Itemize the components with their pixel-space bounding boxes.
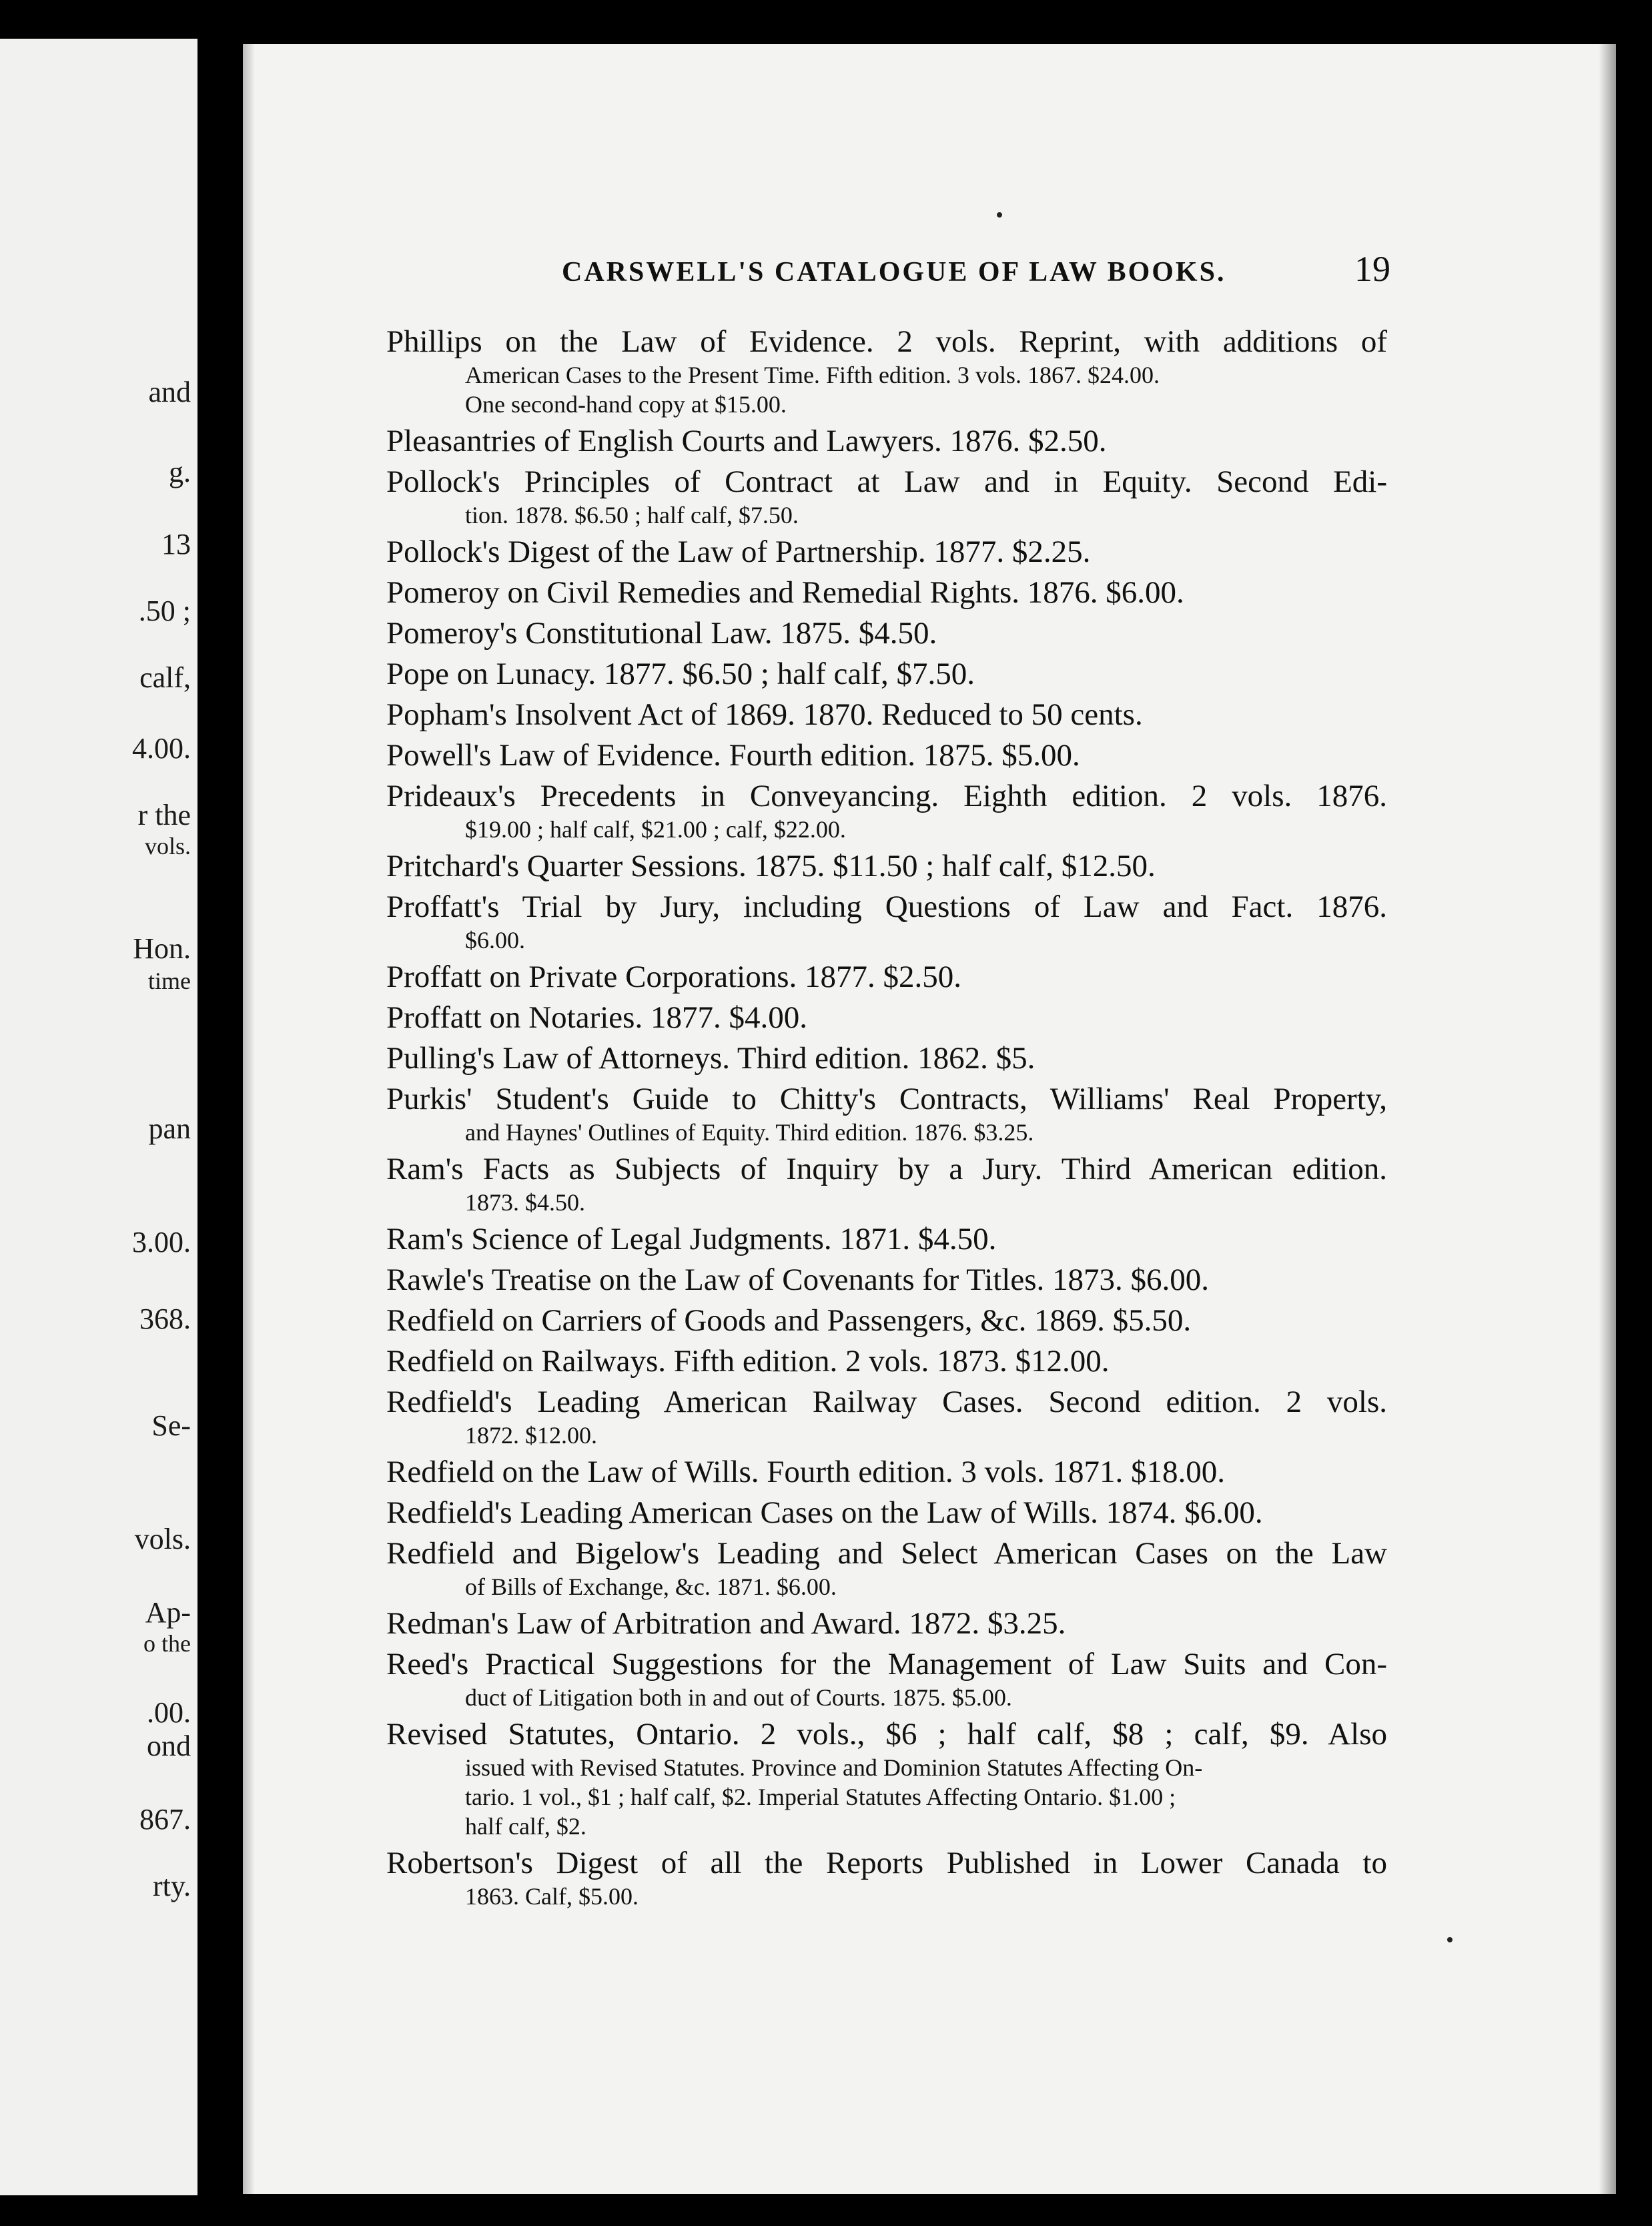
left-page-fragment-text: g. [169, 456, 191, 488]
entry-title: Prideaux's Precedents in Conveyancing. Eighth edition. 2 vols. 1876. [386, 779, 1387, 813]
entry-title: Redfield on the Law of Wills. Fourth edition. 3 vols. 1871. $18.00. [386, 1455, 1225, 1489]
entry-details: half calf, $2. [465, 1813, 586, 1840]
entry-title: Phillips on the Law of Evidence. 2 vols. Reprint, with additions of [386, 324, 1387, 359]
entry-title: Pope on Lunacy. 1877. $6.50 ; half calf, $7.50. [386, 657, 975, 691]
left-page-fragment-text: o the [143, 1630, 191, 1657]
running-head: CARSWELL'S CATALOGUE OF LAW BOOKS. [562, 257, 1226, 288]
left-page-fragment-text: 368. [139, 1303, 191, 1335]
entry-details: American Cases to the Present Time. Fifth edition. 3 vols. 1867. $24.00. [465, 362, 1160, 388]
catalogue-entry [386, 888, 1387, 955]
left-page-fragment-text: r the [137, 799, 191, 831]
entry-details: issued with Revised Statutes. Province and Dominion Statutes Affecting On- [465, 1754, 1203, 1781]
entry-title: Proffatt on Private Corporations. 1877. $2.50. [386, 960, 962, 994]
left-page-fragment-text: vols. [134, 1523, 191, 1555]
left-page-fragment-text: 4.00. [132, 732, 191, 765]
left-page-fragment-text: Ap- [145, 1596, 191, 1629]
catalogue-entry [386, 533, 1387, 571]
catalogue-entry [386, 1383, 1387, 1450]
catalogue-entry [386, 422, 1387, 460]
left-page-fragment-text: time [148, 968, 191, 994]
catalogue-entry [386, 1453, 1387, 1491]
left-page-fragment [0, 39, 197, 2195]
left-page-fragment-text: .50 ; [138, 595, 191, 627]
entry-title: Robertson's Digest of all the Reports Published in Lower Canada to [386, 1846, 1387, 1880]
entry-details: and Haynes' Outlines of Equity. Third edition. 1876. $3.25. [465, 1119, 1034, 1146]
entry-details: duct of Litigation both in and out of Courts. 1875. $5.00. [465, 1684, 1012, 1711]
catalogue-entries [386, 323, 1387, 1914]
left-page-fragment-text: ond [147, 1730, 191, 1762]
left-page-fragment-text: .00. [147, 1696, 191, 1729]
left-page-fragment-text: Se- [151, 1409, 191, 1442]
catalogue-entry [386, 1535, 1387, 1601]
entry-title: Purkis' Student's Guide to Chitty's Contracts, Williams' Real Property, [386, 1082, 1387, 1116]
catalogue-entry [386, 847, 1387, 885]
entry-title: Ram's Facts as Subjects of Inquiry by a Jury. Third American edition. [386, 1152, 1387, 1186]
entry-title: Redfield on Railways. Fifth edition. 2 vols. 1873. $12.00. [386, 1344, 1110, 1379]
catalogue-entry [386, 615, 1387, 652]
entry-details: 1873. $4.50. [465, 1189, 585, 1216]
catalogue-entry [386, 655, 1387, 693]
left-page-fragment-text: vols. [144, 833, 191, 859]
entry-title: Pritchard's Quarter Sessions. 1875. $11.50 ; half calf, $12.50. [386, 849, 1156, 883]
left-page-fragment-text: and [148, 376, 191, 408]
entry-title: Popham's Insolvent Act of 1869. 1870. Reduced to 50 cents. [386, 697, 1143, 732]
catalogue-entry [386, 1040, 1387, 1077]
catalogue-page [243, 44, 1616, 2194]
entry-title: Redman's Law of Arbitration and Award. 1872. $3.25. [386, 1606, 1066, 1641]
entry-details: tario. 1 vol., $1 ; half calf, $2. Imperial Statutes Affecting Ontario. $1.00 ; [465, 1784, 1176, 1810]
catalogue-entry [386, 1494, 1387, 1531]
catalogue-entry [386, 574, 1387, 611]
left-page-fragment-text: rty. [152, 1870, 191, 1902]
entry-details: One second-hand copy at $15.00. [465, 391, 787, 418]
page-number: 19 [1354, 249, 1390, 289]
catalogue-entry [386, 323, 1387, 419]
entry-title: Redfield's Leading American Cases on the Law of Wills. 1874. $6.00. [386, 1495, 1263, 1530]
left-page-fragment-text: 3.00. [132, 1226, 191, 1258]
print-speck [997, 212, 1002, 218]
catalogue-entry [386, 696, 1387, 733]
catalogue-entry [386, 1716, 1387, 1841]
entry-details: $6.00. [465, 927, 525, 954]
catalogue-entry [386, 1150, 1387, 1217]
left-page-fragment-text: calf, [139, 661, 191, 694]
catalogue-entry [386, 958, 1387, 996]
entry-details: tion. 1878. $6.50 ; half calf, $7.50. [465, 502, 799, 528]
catalogue-entry [386, 1844, 1387, 1911]
entry-title: Pomeroy on Civil Remedies and Remedial Rights. 1876. $6.00. [386, 575, 1184, 610]
entry-details: $19.00 ; half calf, $21.00 ; calf, $22.00. [465, 816, 846, 843]
entry-title: Pulling's Law of Attorneys. Third edition. 1862. $5. [386, 1041, 1036, 1076]
entry-title: Pollock's Digest of the Law of Partnership. 1877. $2.25. [386, 534, 1091, 569]
catalogue-entry [386, 1645, 1387, 1712]
entry-title: Rawle's Treatise on the Law of Covenants for Titles. 1873. $6.00. [386, 1262, 1210, 1297]
catalogue-entry [386, 1080, 1387, 1147]
entry-title: Pollock's Principles of Contract at Law and in Equity. Second Edi- [386, 464, 1387, 499]
entry-title: Redfield's Leading American Railway Cases. Second edition. 2 vols. [386, 1385, 1387, 1419]
catalogue-entry [386, 777, 1387, 844]
print-speck [1447, 1937, 1453, 1942]
left-page-fragment-text: pan [148, 1112, 191, 1145]
entry-title: Reed's Practical Suggestions for the Management of Law Suits and Con- [386, 1647, 1387, 1682]
entry-title: Pomeroy's Constitutional Law. 1875. $4.50. [386, 616, 937, 651]
catalogue-entry [386, 1220, 1387, 1258]
catalogue-entry [386, 1343, 1387, 1380]
entry-title: Redfield on Carriers of Goods and Passengers, &c. 1869. $5.50. [386, 1303, 1192, 1338]
entry-title: Proffatt on Notaries. 1877. $4.00. [386, 1000, 807, 1035]
entry-title: Pleasantries of English Courts and Lawyers. 1876. $2.50. [386, 424, 1107, 458]
catalogue-entry [386, 737, 1387, 774]
left-page-fragment-text: 13 [161, 528, 191, 561]
catalogue-entry [386, 1302, 1387, 1339]
entry-title: Powell's Law of Evidence. Fourth edition. 1875. $5.00. [386, 738, 1080, 773]
catalogue-entry [386, 463, 1387, 530]
entry-title: Proffatt's Trial by Jury, including Questions of Law and Fact. 1876. [386, 889, 1387, 924]
entry-title: Revised Statutes, Ontario. 2 vols., $6 ; half calf, $8 ; calf, $9. Also [386, 1717, 1387, 1752]
entry-details: 1872. $12.00. [465, 1422, 597, 1449]
catalogue-entry [386, 1261, 1387, 1298]
left-page-fragment-text: Hon. [133, 932, 191, 965]
entry-details: 1863. Calf, $5.00. [465, 1883, 639, 1910]
entry-title: Redfield and Bigelow's Leading and Select American Cases on the Law [386, 1536, 1387, 1571]
catalogue-entry [386, 999, 1387, 1036]
catalogue-entry [386, 1605, 1387, 1642]
entry-title: Ram's Science of Legal Judgments. 1871. $4.50. [386, 1222, 997, 1256]
entry-details: of Bills of Exchange, &c. 1871. $6.00. [465, 1573, 837, 1600]
left-page-fragment-text: 867. [139, 1803, 191, 1836]
